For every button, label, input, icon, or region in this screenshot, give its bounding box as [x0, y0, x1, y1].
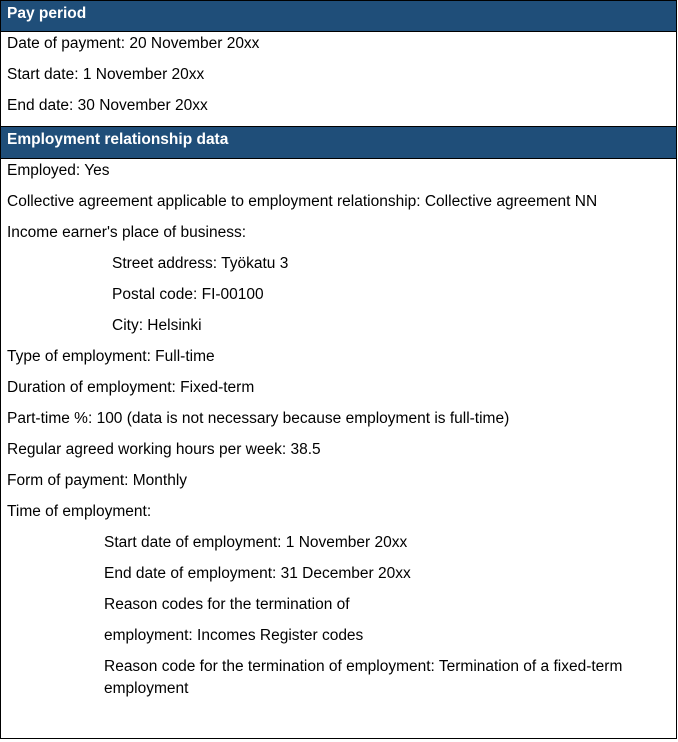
end-date-of-employment: End date of employment: 31 December 20xx: [104, 565, 411, 582]
postal-code: Postal code: FI-00100: [112, 286, 264, 303]
time-of-employment-label: Time of employment:: [7, 503, 152, 520]
end-date: End date: 30 November 20xx: [7, 97, 208, 114]
duration-of-employment: Duration of employment: Fixed-term: [7, 379, 255, 396]
employed: Employed: Yes: [7, 162, 110, 179]
date-of-payment: Date of payment: 20 November 20xx: [7, 35, 260, 52]
reason-code-termination: Reason code for the termination of employment: Termination of a fixed-term employment: [104, 658, 623, 697]
reason-codes-line-1: Reason codes for the termination of: [104, 596, 350, 613]
collective-agreement: Collective agreement applicable to employment relationship: Collective agreement NN: [7, 193, 598, 210]
part-time-percent: Part-time %: 100 (data is not necessary because employment is full-time): [7, 410, 510, 427]
type-of-employment: Type of employment: Full-time: [7, 348, 215, 365]
reason-codes-line-2: employment: Incomes Register codes: [104, 627, 364, 644]
pay-period-header: Pay period: [1, 1, 676, 32]
start-date-of-employment: Start date of employment: 1 November 20xx: [104, 534, 408, 551]
city: City: Helsinki: [112, 317, 202, 334]
working-hours: Regular agreed working hours per week: 38.5: [7, 441, 321, 458]
street-address: Street address: Työkatu 3: [112, 255, 289, 272]
place-of-business-label: Income earner's place of business:: [7, 224, 247, 241]
pay-period-section: [1, 32, 676, 126]
employment-relationship-header: Employment relationship data: [1, 126, 676, 159]
employment-relationship-section: [1, 159, 676, 700]
start-date: Start date: 1 November 20xx: [7, 66, 205, 83]
form-of-payment: Form of payment: Monthly: [7, 472, 188, 489]
